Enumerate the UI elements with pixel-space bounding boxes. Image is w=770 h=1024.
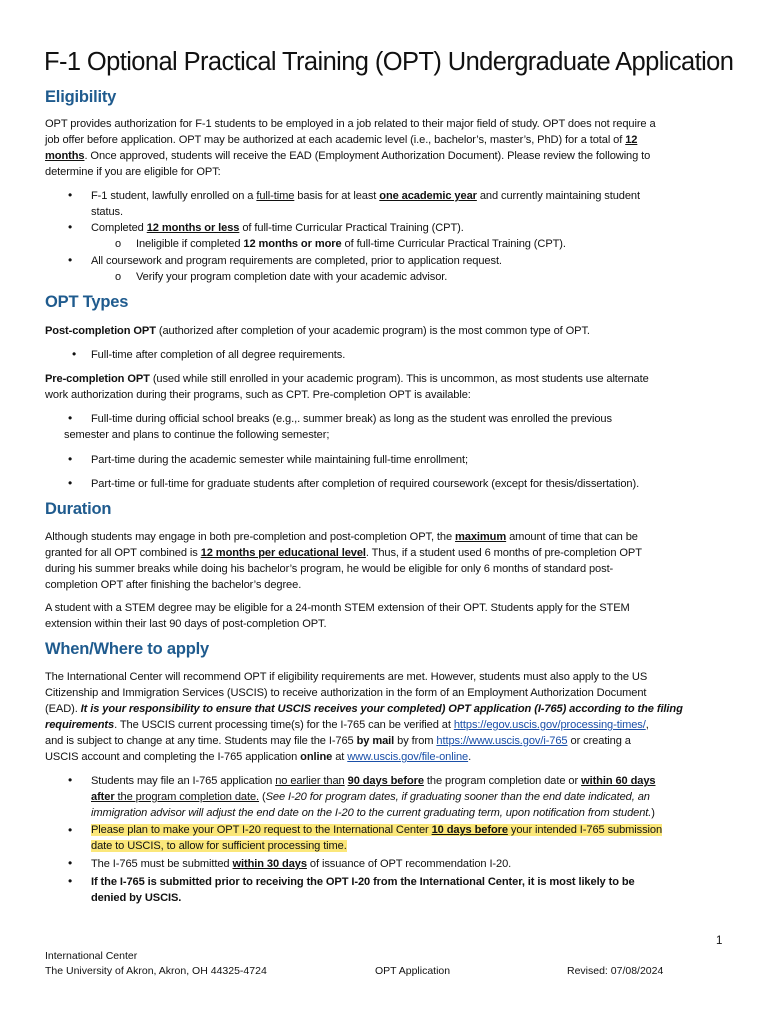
apply-item-submission-deadline: The I-765 must be submitted within 30 days of issuance of OPT recommendation I-20. [91, 858, 512, 870]
uscis-processing-times-link[interactable]: https://egov.uscis.gov/processing-times/ [453, 719, 646, 731]
duration-paragraph-line: during his summer breaks while doing his bachelor’s program, he would be eligible for only 6 months of standard post- [45, 563, 614, 575]
apply-item-request-highlight-cont: date to USCIS, to allow for sufficient processing time. [91, 840, 347, 852]
stem-paragraph-line: extension within their last 90 days of post-completion OPT. [45, 618, 327, 630]
eligibility-intro-line: job offer before application. OPT may be authorized at each academic level (i.e., bachelor’s, master’s, PhD) for a total of 12 [45, 134, 638, 146]
uscis-file-online-link[interactable]: www.uscis.gov/file-online [347, 751, 469, 763]
opt-pre-item-graduate: Part-time or full-time for graduate students after completion of required coursework (except for thesis/dissertation). [91, 478, 640, 490]
section-heading-opt-types: OPT Types [45, 293, 129, 311]
eligibility-subitem-advisor: Verify your program completion date with your academic advisor. [136, 271, 448, 283]
disc-bullet-icon: • [72, 347, 77, 361]
eligibility-subitem-cpt: Ineligible if completed 12 months or more of full-time Curricular Practical Training (CPT). [136, 238, 566, 250]
page-title: F-1 Optional Practical Training (OPT) Undergraduate Application [44, 48, 734, 76]
eligibility-intro-line: OPT provides authorization for F-1 students to be employed in a job related to their major field of study. OPT does not require a [45, 118, 656, 130]
disc-bullet-icon: • [68, 874, 73, 888]
footer-org: International Center [45, 950, 138, 962]
footer-doc-name: OPT Application [375, 965, 451, 977]
footer-address: The University of Akron, Akron, OH 44325-4724 [45, 965, 267, 977]
apply-item-filing-window-cont: immigration advisor will adjust the end date on the I-20 to the current graduating term, upon notification from student.) [91, 807, 655, 819]
disc-bullet-icon: • [68, 188, 73, 202]
apply-paragraph-line: and is subject to change at any time. Students may file the I-765 by mail by from https://www.uscis.gov/i-765 or creating a [45, 735, 631, 747]
apply-item-denial-warning: If the I-765 is submitted prior to receiving the OPT I-20 from the International Center, it is most likely to be [91, 876, 635, 888]
duration-paragraph-line: granted for all OPT combined is 12 months per educational level. Thus, if a student used 6 months of pre-completion OPT [45, 547, 642, 559]
eligibility-item-coursework: All coursework and program requirements are completed, prior to application request. [91, 255, 502, 267]
section-heading-duration: Duration [45, 500, 112, 518]
section-heading-apply: When/Where to apply [45, 640, 209, 658]
opt-post-completion-desc: Post-completion OPT (authorized after completion of your academic program) is the most common type of OPT. [45, 325, 590, 337]
eligibility-intro-line: months. Once approved, students will receive the EAD (Employment Authorization Document). Please review the following to [45, 150, 651, 162]
section-heading-eligibility: Eligibility [45, 88, 117, 106]
apply-paragraph-line: USCIS account and completing the I-765 application online at www.uscis.gov/file-online. [45, 751, 472, 763]
eligibility-item-cpt: Completed 12 months or less of full-time Curricular Practical Training (CPT). [91, 222, 464, 234]
apply-paragraph-line: Citizenship and Immigration Services (USCIS) to receive authorization in the form of an Employment Authorization Document [45, 687, 647, 699]
apply-item-filing-window-cont: after the program completion date. (See I-20 for program dates, if graduating sooner than the end date indicated, an [91, 791, 650, 803]
eligibility-item-enrollment: F-1 student, lawfully enrolled on a full-time basis for at least one academic year and currently maintaining student [91, 190, 640, 202]
uscis-i765-link[interactable]: https://www.uscis.gov/i-765 [436, 735, 568, 747]
disc-bullet-icon: • [68, 823, 73, 837]
eligibility-intro-line: determine if you are eligible for OPT: [45, 166, 221, 178]
apply-item-filing-window: Students may file an I-765 application no earlier than 90 days before the program completion date or within 60 days [91, 775, 656, 787]
disc-bullet-icon: • [68, 856, 73, 870]
opt-pre-completion-desc: Pre-completion OPT (used while still enrolled in your academic program). This is uncommon, as most students use alternate [45, 373, 649, 385]
duration-paragraph-line: Although students may engage in both pre-completion and post-completion OPT, the maximum amount of time that can be [45, 531, 638, 543]
disc-bullet-icon: • [68, 253, 73, 267]
opt-pre-item-part-time: Part-time during the academic semester while maintaining full-time enrollment; [91, 454, 468, 466]
circle-bullet-icon: o [115, 271, 122, 283]
footer-revised-date: Revised: 07/08/2024 [567, 965, 664, 977]
apply-paragraph-line: requirements. The USCIS current processing time(s) for the I-765 can be verified at https://egov.uscis.gov/processing-times/, [45, 719, 649, 731]
apply-item-denial-warning-cont: denied by USCIS. [91, 892, 182, 904]
opt-pre-completion-desc-cont: work authorization during their programs, such as CPT. Pre-completion OPT is available: [45, 389, 471, 401]
stem-paragraph-line: A student with a STEM degree may be eligible for a 24-month STEM extension of their OPT. Students apply for the STEM [45, 602, 630, 614]
disc-bullet-icon: • [68, 411, 73, 425]
opt-post-item: Full-time after completion of all degree requirements. [91, 349, 346, 361]
page-number: 1 [716, 935, 723, 947]
disc-bullet-icon: • [68, 452, 73, 466]
opt-pre-item-breaks-cont: semester and plans to continue the following semester; [64, 429, 330, 441]
eligibility-item-enrollment-cont: status. [91, 206, 123, 218]
apply-paragraph-line: The International Center will recommend OPT if eligibility requirements are met. However, students must also apply to the US [45, 671, 648, 683]
opt-pre-item-breaks: Full-time during official school breaks (e.g.,. summer break) as long as the student was enrolled the previous [91, 413, 612, 425]
disc-bullet-icon: • [68, 476, 73, 490]
duration-paragraph-line: completion OPT after finishing the bachelor’s degree. [45, 579, 302, 591]
disc-bullet-icon: • [68, 773, 73, 787]
disc-bullet-icon: • [68, 220, 73, 234]
circle-bullet-icon: o [115, 238, 122, 250]
apply-paragraph-line: (EAD). It is your responsibility to ensure that USCIS receives your completed) OPT application (I-765) according to the filing [45, 703, 683, 715]
apply-item-request-highlight: Please plan to make your OPT I-20 request to the International Center 10 days before your intended I-765 submission [91, 824, 663, 836]
